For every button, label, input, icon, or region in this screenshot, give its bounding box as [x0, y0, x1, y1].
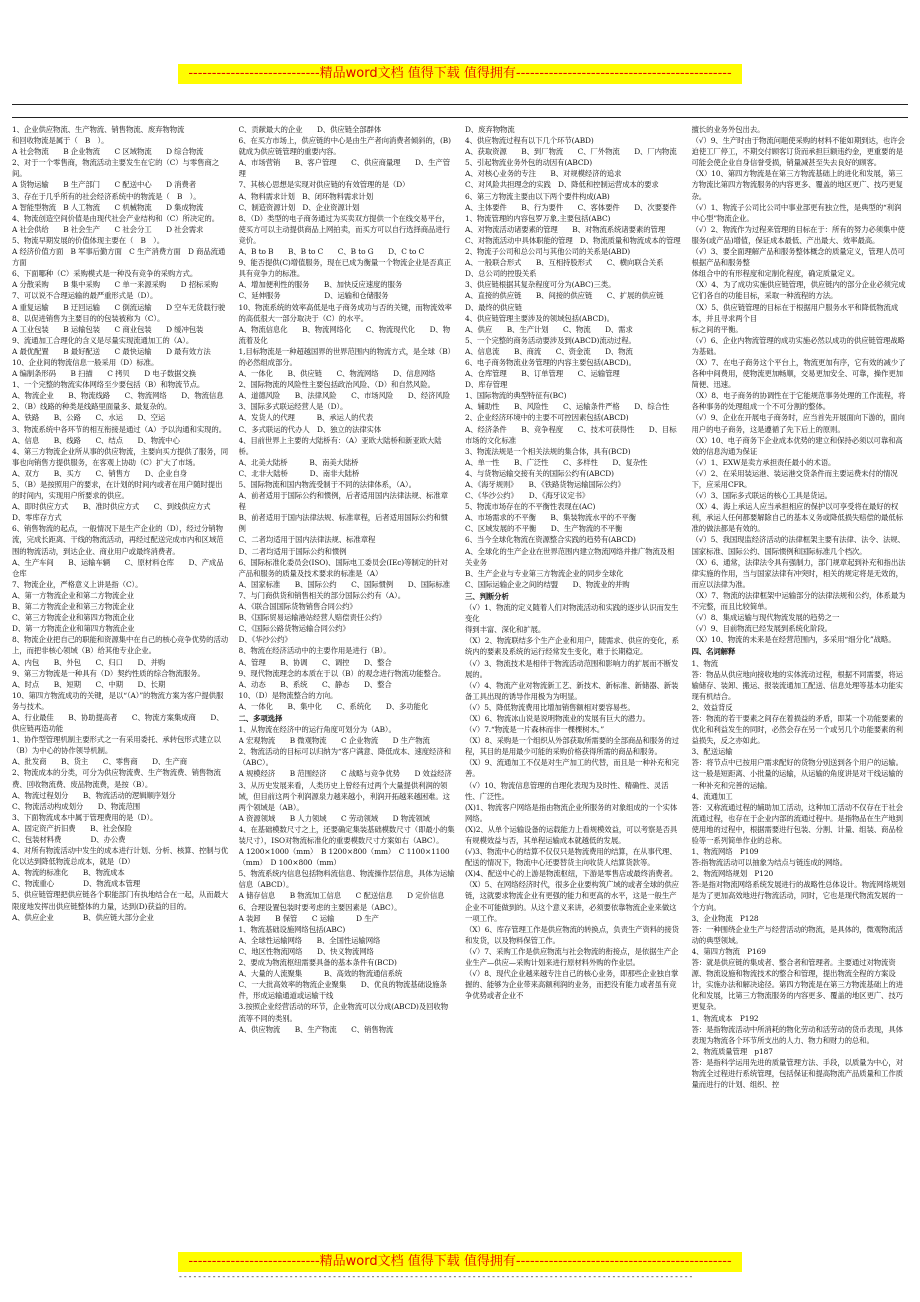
text-line: 1、协作型管理机制主要形式之一有采用委托、承转包形式建立以（B）为中心的协作领导机制。: [12, 735, 221, 756]
text-column-4: [692, 124, 909, 1250]
text-line: 10、物流系统的效率高低是电子商务成功与否的关键，而物流效率的高低很大一部分取决于（C）的水平。: [238, 302, 452, 323]
text-line: A、批发商 B、货主 C、零售商 D、生产商: [12, 757, 188, 767]
text-line: 1、物流成本 P192: [691, 1013, 759, 1023]
text-line: A、市场需求的不平衡 B、集装物流水平的不平衡: [465, 513, 636, 523]
text-line: A、B to B B、B to C C、B to G D、C to C: [238, 247, 425, 257]
text-line: 10、（D）是物流整合的方向。: [238, 690, 338, 700]
text-line: A、北美大陆桥 B、南美大陆桥: [238, 457, 359, 467]
text-line: C、包装材料费 D、办公费: [12, 835, 126, 844]
text-line: 8、物流在经济活动中的主要作用是进行（B）。: [238, 646, 391, 656]
text-line: A、即时供应方式 B、准时供应方式 C、到线供应方式 D、零库存方式: [12, 502, 225, 523]
text-line: 2、物流质量管理 p187: [691, 1046, 773, 1056]
text-line: 二、多项选择: [238, 713, 283, 723]
text-line: 6、销售物流的起点，一般情况下是生产企业的（D），经过分销物流，完成长距离、干线的物流活动，再经过配送完成市内和区域范围的物流活动，到达企业、商业用户或最终消费者。: [12, 524, 224, 556]
text-line: 5、物流早期发展的价值体现主要在（ B ）。: [12, 235, 165, 245]
text-line: A、对核心业务的专注 B、对规模经济的追求: [465, 169, 622, 179]
text-line: A、物料需求计划 B、闭环物料需求计划: [238, 191, 374, 201]
text-column-2: [239, 124, 456, 1250]
text-line: 8、（D）类型的电子商务通过为买卖双方提供一个在线交易平台，使买方可以主动提供商品上网拍卖，而买方可以自行选择商品进行竞价。: [238, 213, 450, 245]
text-line: （X）9、流通加工不仅是对生产加工的代替，而且是一种补充和完善。: [465, 758, 679, 779]
text-line: 4、与货物运输交接有关的国际公约有(ABCD): [465, 468, 614, 478]
text-line: A、信息流 B、商流 C、资金流 D、物流: [465, 346, 633, 356]
text-line: （X）7、在电子商务这个平台上，物流更加有序，它有效的减少了各种中间费用，使物流更加畅顺，交易更加安全、可靠，操作更加简便、迅速。: [691, 357, 906, 390]
text-line: A、全球性运输网络 B、全国性运输网络: [238, 935, 381, 945]
text-line: A 社会物流 B 企业物流 C 区域物流 D 综合物流: [12, 147, 204, 157]
text-line: B、生产企业与专业第三方物流企业的同步全球化: [465, 568, 624, 578]
text-line: A、固定资产折旧费 B、社会保险: [12, 823, 132, 833]
text-line: 2、要成为物流枢纽需要具备的基本条件有(BCD): [238, 958, 397, 968]
text-line: D、库存管理: [465, 380, 508, 390]
text-column-1: [12, 124, 229, 1250]
text-line: A、经济条件 B、竞争程度 C、技术可获得性 D、目标市场的文化标准: [465, 424, 677, 445]
text-line: 2、物流成本的分类，可分为供应物流费、生产物流费、销售物流费、回收物流费、废品物流费，是按（B）。: [12, 768, 221, 789]
text-line: （√）9、目前物流已经发展到系统化阶段。: [691, 624, 832, 634]
text-line: （√）6、企业内物流管理的成功实施必然以成功的供应链管理战略为基础。: [691, 335, 905, 356]
text-line: （X）6、物流冰山说是说明物流业的发展有巨大的潜力。: [465, 713, 650, 723]
text-line: 3、下面物流成本中属于管理费用的是（D）。: [12, 812, 158, 822]
text-line: A、物流的标准化 B、物流成本: [12, 868, 125, 878]
text-line: D、二者均适用于国际公约和惯例: [238, 546, 347, 556]
text-line: C、第三方物流企业和第四方物流企业: [12, 613, 135, 623]
text-line: 6、第三方物流主要由以下两个要件构成(AB): [465, 191, 610, 201]
text-line: (X)2、从单个运输设备的运载能力上看规模效益，可以考察是否具有规模效益与否，其单程运输成本就越低的发展。: [465, 824, 678, 845]
text-line: A 编制条形码 B 扫描 C 拷贝 D 电子数据交换: [12, 369, 197, 379]
text-line: A 工业包装 B 运输包装 C 商业包装 D 缓冲包装: [12, 324, 204, 334]
text-line: A、直接的供应链 B、间接的供应链 C、扩展的供应链 D、最终的供应链: [465, 291, 678, 312]
text-line: C、物流重心 D、物流成本管理: [12, 879, 141, 889]
text-line: 6、电子商务物流业务管理的内容主要包括(ABCD)。: [465, 357, 636, 367]
text-line: C、物流活动构成划分 D、物流范围: [12, 801, 141, 811]
text-line: A 经济价值方面 B 军事后勤方面 C 生产消费方面 D 商品流通方面: [12, 247, 226, 268]
text-line: 4、对所有物流活动中发生的成本进行计划、分析、核算、控制与优化以达到降低物流总成本，就是（D）: [12, 846, 229, 867]
text-line: A、对物流活动诸要素的管理 B、对物流系统诸要素的管理: [465, 224, 666, 234]
text-line: 3、配送运输: [691, 747, 733, 757]
text-line: 3、从历史发展来看，人类历史上曾经有过两个大量提供利润的领域，但目前这两个利润源泉力越来越小，利润开拓越来越困难。这两个领域是（AB）。: [238, 780, 450, 812]
text-line: A、《联合国国际货物销售合同公约》: [238, 602, 357, 612]
text-line: 5、物流市场存在的不平衡性表现在(AC): [465, 502, 596, 512]
text-line: A、增加便利性的服务 B、加快反应速度的服务: [238, 280, 403, 290]
text-line: 5、国际物流和国内物流受制于不同的法律体系，（A）。: [238, 480, 416, 489]
text-line: A、仓库管理 B、订单管理 C、运输管理: [465, 369, 620, 379]
text-line: A、全球化的生产企业在世界范围内建立物流网络并推广物流及相关业务: [465, 546, 675, 567]
text-line: C、《华沙公约》 D、《海牙议定书》: [465, 491, 590, 501]
text-line: C、《国际公路货物运输合同公约》: [238, 624, 350, 634]
text-line: 答：是指科学运用先进的质量管理方法、手段，以质量为中心，对物流全过程进行系统管理，包括保证和提高物流产品质量和工作质量而进行的计划、组织、控: [691, 1057, 903, 1090]
text-line: （X）4、海上承运人应当承担相应的保护以可享受将在最好的权利，承运人任何都要解除自己的基本义务或降低损失赔偿的最低标准的做法都是有效的。: [691, 502, 903, 534]
text-line: A 智能型物流 B 人工物流 C 机械物流 D 集成物流: [12, 202, 204, 212]
text-line: 2、企业经济环境中的主要不可控因素包括(ABCD): [465, 413, 629, 423]
text-line: A、行业最佳 B、协助提高者 C、物流方案集成商 D、供应链再造功能: [12, 712, 224, 734]
text-line: （X）6、通常，法律法令具有强制力，部门规章起到补充和指出法律实施的作用，当与国家法律有冲突时，相关的规定将是无效的，而应以法律为准。: [691, 557, 906, 589]
text-line: 2、国际物流的风险性主要包括政治风险、（D）和自然风险。: [238, 380, 435, 390]
text-line: 1、物流管理的内容包罗万象,主要包括(ABC): [465, 213, 611, 223]
text-line: 6、合理设置包装时要考虑的主要因素是（ABC）。: [238, 902, 402, 912]
text-line: 3、物流系统中各环节的相互衔接是通过（A）予以沟通和实现的。: [12, 424, 226, 434]
text-line: 答：一种围绕企业生产与经营活动的物流，是具体的，微观物流活动的典型领域。: [691, 924, 903, 945]
text-line: A 1200×1000（mm） B 1200×800（mm） C 1100×1100（mm） D 100×800（mm）: [238, 847, 450, 868]
text-line: 8、以促进销售为主要目的的包装被称为（C）。: [12, 313, 165, 323]
text-line: 4、流通加工: [691, 791, 733, 801]
text-line: 6、下面哪种（C）采购模式是一种没有竞争的采购方式。: [12, 269, 198, 279]
text-line: 6、在买方市场上，供应链的中心是由生产者向消费者倾斜的，(B)就成为供应链管理的重要内容。: [238, 136, 451, 157]
text-line: 答：又称流通过程的辅助加工活动，这种加工活动不仅存在于社会流通过程，也存在于企业内部的流通过程中。是指物品在生产地到使用地的过程中，根据需要进行包装、分割、计量、组装、商品检验等一系列简单作业的总称。: [691, 802, 903, 845]
text-line: A、供应 B、生产计划 C、物流 D、需求: [465, 324, 633, 334]
text-line: 3.按照企业经营活动的环节，企业物流可以分成(ABCD)及回收物流等不同的类别。: [238, 1002, 448, 1023]
text-line: 答:指物流活动可以抽象为结点与链连成的网络。: [691, 858, 847, 868]
text-line: A 分散采购 B 集中采购 C 单一来源采购 D 招标采购: [12, 280, 218, 290]
top-rule-2: [12, 117, 908, 118]
text-line: A、市场营销 B、客户管理 C、供应商量理 D、生产管理: [238, 158, 451, 179]
text-line: 和回收物流是属于（ B ）。: [12, 136, 109, 146]
text-line: （√）9、生产时由于物流问题使采购的材料不能如期到达，也许会迫使工厂停工，不期交付顾客订货而承担巨额违约金，更重要的是可能会使企业自身信誉受损，销量减甚至失去良好的顾客。: [691, 136, 905, 168]
text-line: A、国家标准 B、国际公约 C、国际惯例 D、国际标准: [238, 579, 451, 589]
text-line: （√）8、集成运输与现代物流发展的趋势之一: [691, 613, 840, 623]
text-line: A 重复运输 B 迂回运输 C 倒流运输 D 空车无货载行驶: [12, 302, 226, 312]
text-line: A、物流信息化 B、物流网络化 C、物流现代化 D、物流着及化: [238, 324, 451, 345]
text-line: A、物流过程划分 B、物流活动的逻辑顺序划分: [12, 790, 176, 800]
text-line: 8、物流企业把自己的职能和资源集中在自己的核心竞争优势的活动上，而把非核心领域（B）给其他专业企业。: [12, 635, 229, 656]
text-line: (X)1、物流客户网络是指由物流企业所服务的对象组成的一个实体网络。: [465, 802, 678, 823]
text-line: 1,目标物流是一种超越国界的世界范围内的物流方式，是全球（B）的必然组成部分。: [238, 346, 455, 367]
text-line: （√）1、物流的定义随着人们对物流活动和实践的逐步认识而发生变化: [465, 603, 679, 624]
text-line: A、主体要件 B、行为要件 C、客体要件 D、次要要件: [465, 202, 677, 212]
text-line: (√)3、物流中心的结算不仅仅只是物流费用的结算，在从事代理、配送的情况下，物流中心还要替货主向收货人结算货款等。: [465, 847, 677, 868]
text-line: 答：将节点中已按用户需求配好的货物分别送到各个用户的运输。这一般是短距离、小批量的运输，从运输的角度讲是对干线运输的一种补充和完善的运输。: [691, 758, 903, 790]
text-line: A、单一性 B、广泛性 C、多样性 D、复杂性: [465, 457, 648, 467]
text-line: 5、一个完整的商务活动要涉及到(ABCD)流动过程。: [465, 335, 636, 345]
text-line: A、双方 B、买方 C、销售方 D、企业自身: [12, 468, 188, 478]
text-line: 4、物流创造空间价值是由现代社会产业结构和（C）所决定的。: [12, 213, 220, 223]
text-line: A 最优配置 B 最好配送 C 最快运输 D 最有效方法: [12, 346, 211, 356]
text-line: （X）4、为了成功实施供应链管理，供应链内的部分企业必须完成它们各自的功能目标，采取一种流程的方法。: [691, 280, 906, 301]
text-line: 得到丰富、深化和扩展。: [465, 625, 546, 635]
text-line: （X）10、物流的未来是在经营范围内，多采用“细分化”战略。: [691, 635, 896, 645]
text-line: C、对风险共担理念的实践 D、降低和控制运营成本的要求: [465, 180, 659, 190]
text-line: （√）7、采购工作是供应物流与社会物流的衔接点，是依据生产企业生产—供应—采购计划来进行原材料外购的作业层。: [465, 946, 679, 968]
text-line: D、《华沙公约》: [238, 635, 292, 645]
text-line: A、道德风险 B、法律风险 C、市场风险 D、经济风险: [238, 391, 451, 401]
text-line: 5、供应链管理把供应链各个职能部门有执地结合在一起，从而最大限度地发挥出供应链整体的力量，达到(D)获益的目的。: [12, 890, 229, 911]
text-line: C、制造资源计划 D、企业资源计划: [238, 202, 360, 212]
text-line: C、一大批高效率的物流企业聚集 D、优良的物流基础设施条件，形成运输通道或运输干线: [238, 980, 447, 1001]
text-line: C、地区性物流网络 D、快义物流网络: [238, 946, 374, 956]
text-line: 4、供应物流过程有以下几个环节(ABD): [465, 136, 594, 146]
text-line: （√）2、在采用装运港、装运港交货条件而主要运费未付的情况下，应采用CFR。: [691, 468, 898, 489]
text-line: C、对物流活动中具体职能的管理 D、物流质量和物流成本的管理: [465, 235, 681, 245]
text-line: A、大量的人流聚集 B、高效的物流通信系统: [238, 969, 403, 979]
text-line: A、管理 B、协调 C、调控 D、整合: [238, 657, 392, 667]
text-line: 4、供应链管理主要涉及的领域包括(ABCD)。: [465, 313, 614, 323]
text-line: （X）8、采购是一个组织从外部获取所需要的全部商品和服务的过程，其目的是用最少可能的采购价格获得所需的商品和服务。: [465, 736, 679, 757]
text-line: 答:是指对物流网络系统发展进行的战略性总体设计。物流网络规划是为了更加高效地进行物流活动，同时，它也是现代物流发展的一个方向。: [691, 880, 906, 912]
text-line: C、北非大陆桥 D、南非大陆桥: [238, 468, 360, 478]
text-line: 体组合中的有形程度和定制化程度，确定质量定义。: [691, 269, 860, 279]
text-line: 10、企业间的物流信息一般采用（D）标准。: [12, 357, 159, 367]
text-line: A、物流企业 B、物流线路 C、物流网络 D、物流信息: [12, 391, 224, 401]
text-line: 标之间的平衡。: [691, 324, 743, 334]
text-line: A、生产车间 B、运输车辆 C、原材料仓库 D、产成品仓库: [12, 557, 224, 578]
text-line: （X）10、第四方物流是在第三方物流基础上的进化和发展，第三方物流比第四方物流服务的内容更多、覆盖的地区更广、技巧更复杂。: [691, 169, 903, 201]
text-line: 1、企业供应物流、生产物流、销售物流、废弃物物流: [12, 125, 185, 134]
text-line: （√）3、物流技术是相伴于物流活动范围和影响力的扩展而不断发展的。: [465, 658, 679, 679]
text-line: 6、当今全球化物流在资源整合实践的趋势有(ABCD): [465, 535, 636, 545]
text-line: A 货物运输 B 生产部门 C 配送中心 D 消费者: [12, 180, 197, 190]
text-line: 7、与门商供货和销售相关的部分国际公约有（A）。: [238, 590, 406, 600]
text-line: A 资源领域 B 人力领域 C 劳动领域 D 物流领域: [238, 813, 430, 823]
text-line: 4、第四方物流 P169: [691, 946, 766, 956]
document-body: [12, 124, 908, 1250]
text-line: 答：物品从供应地向接收地的实体流动过程，根据不同需要，将运输储存、装卸、搬运、报装流通加工配送、信息处理等基本功能实现有机结合。: [691, 669, 903, 701]
text-line: （X）7、物流的法律框架中运输部分的法律法规和公约，体系最为不完整，而且比较简单。: [691, 590, 906, 612]
text-line: （X）5、供应链管理的目标在于根据用户服务水平和降低物流成本，并且寻求两个目: [691, 302, 899, 323]
text-line: 1、一个完整的物流实体网络至少要包括（B）和物流节点。: [12, 380, 205, 390]
text-line: A、获取资源 B、到厂物流 C、厂外物流 D、厂内物流: [465, 147, 677, 157]
text-line: 2、物流活动的目标可以归纳为“客户满意、降低成本、速度经济和（ABC）。: [238, 747, 451, 768]
text-line: 3、物流法规是一个相关法规的集合体，具有(BCD): [465, 446, 631, 456]
text-line: A、一般联合形式 B、互相持股形式 C、横向联合关系 D、总公司的控股关系: [465, 258, 678, 279]
text-line: （√）3、要全面理解产品和服务整体概念的质量定义，管理人员可根据产品和服务整: [691, 247, 905, 268]
text-line: 4、第三方物流企业所从事的供应物流，主要向买方提供了服务，同事也向销售方提供服务，在客观上协助（C）扩大了市场。: [12, 446, 229, 467]
text-line: 3、存在于几乎所有的社会经济系统中的物流是（ B ）。: [12, 191, 201, 201]
text-line: 3、供应链根据其复杂程度可分为(ABC)三类。: [465, 280, 616, 290]
text-line: A、时点 B、短期 C、中期 D、长期: [12, 679, 166, 689]
text-line: A 装卸 B 保管 C 运输 D 生产: [238, 913, 379, 923]
text-line: 1、物流: [691, 658, 718, 668]
bottom-banner: ----------------------------精品word文档 值得下载 值得拥有----------------------------------------------: [178, 1252, 742, 1272]
text-line: A、信息 B、线路 C、结点 D、物流中心: [12, 435, 180, 445]
text-line: （X）5、在网络经济时代，很多企业要构筑广域的或者全球的供应链，这就要求物流企业有更强的能力和更高的水平，这是一般生产企业不可能做到的。从这个意义来讲，必须要依靠物流企业来做这一项工作。: [465, 880, 679, 923]
text-line: A、铁路 B、公路 C、水运 D、空运: [12, 413, 166, 423]
text-line: 1、从物流在经济中的运行角度可划分为（AB）。: [238, 725, 396, 735]
text-line: 7、其核心思想是实现对供应链的有效管理的是（D）: [238, 180, 410, 190]
text-line: 三、判断分析: [465, 591, 509, 601]
text-line: 四、名词解释: [691, 647, 736, 657]
text-line: 2、物流网络规划 P120: [691, 869, 774, 879]
text-line: B、《国际贸易运输港站经营人赔偿责任公约》: [238, 613, 386, 623]
top-banner: ----------------------------精品word文档 值得下载 值得拥有----------------------------------------------: [178, 64, 742, 84]
text-line: （X）8、电子商务的协调性在于它能规范事务处理的工作流程，将各种事务的处理组成一个不可分割的整体。: [691, 391, 906, 412]
text-line: 10、第四方物流成功的关键，是以“（A）”的物流方案为客户提供服务与技术。: [12, 690, 224, 711]
text-line: 2、（B）线路的种类是线路里面量多、最复杂的。: [12, 402, 172, 412]
text-line: （√）1、EXW是卖方承担责任最小的术语。: [691, 457, 836, 467]
text-line: C、二者均适用于国内法律法规、标准章程: [238, 535, 376, 545]
text-line: A、内包 B、外包 C、归口 D、并购: [12, 657, 166, 667]
text-line: 3、国际多式联运经营人是（D）。: [238, 402, 348, 412]
text-line: A、前者适用于国际公约和惯例，后者适用国内法律法规、标准章程: [238, 491, 448, 512]
text-line: 4、在基础模数尺寸之上，还要确定集装基础模数尺寸（即最小的集装尺寸），ISO对物流标准化的重要模数尺寸方案如右（ABC）。: [238, 824, 455, 845]
text-line: （√）5、降低物流费用比增加销售额相对要容易些。: [465, 702, 635, 712]
text-line: A、供应企业 B、供应链大部分企业: [12, 912, 154, 922]
text-line: （√）5、我国现监经济活动的法律框架主要有法律、法令、法规、国家标准、国际公约、国际惯例和国际标准几个档次。: [691, 535, 905, 556]
text-line: （√）2、物流作为过程来管理的目标在于：所有的努力必须集中使服务(或产品)增值，保证成本最低、产出最大、效率最高。: [691, 224, 905, 245]
text-line: A 规模经济 B 范围经济 C 战略与竞争优势 D 效益经济: [238, 769, 452, 779]
text-line: C、国际运输企业之间的结盟 D、物流业的并购: [465, 579, 630, 589]
text-line: 9、现代物流理念的本质在于以（B）的观念进行物流功能整合。: [238, 668, 446, 678]
top-rule: [12, 104, 908, 105]
text-line: 5、引起物流业务外包的动因有(ABCD): [465, 158, 593, 168]
text-line: （X）2、物流联结多个生产企业和用户，随需求、供应的变化，系统内的要素及系统的运行经常发生变化，难于长期稳定。: [465, 636, 679, 657]
text-line: A、一体化 B、集中化 C、系统化 D、多功能化: [238, 701, 429, 711]
text-line: A、供应物流 B、生产物流 C、销售物流: [238, 1024, 394, 1034]
text-line: C、延伸服务 D、运输和仓储服务: [238, 291, 389, 301]
text-line: B、第二方物流企业和第三方物流企业: [12, 602, 134, 612]
text-line: 1、国际物流的典型特征有(BC): [465, 391, 567, 401]
text-line: A、一体化 B、供应链 C、物流网络 D、信息网络: [238, 369, 436, 379]
text-line: 3、企业物流 P128: [691, 913, 759, 923]
text-line: 答：就是供应链的集成者、整合者和管理者。主要通过对物流资源、物流设施和物流技术的整合和管理，提出物流全程的方案设计，实施办法和解决途径。第四方物流是在第三方物流基础上的进化和发展，比第三方物流服务的内容更多、覆盖的地区更广、技巧更复杂。: [691, 958, 903, 1012]
text-line: 7、可以说不合理运输的最严重形式是（D）。: [12, 291, 158, 301]
bottom-dashes: -----------------------------------------------------------------------------------------------------------: [178, 1272, 694, 1281]
text-line: D、废弃物物流: [465, 125, 515, 134]
text-line: C、区域发展的不平衡 D、生产物流的不平衡: [465, 524, 623, 534]
text-line: A 储存信息 B 物流加工信息 C 配送信息 D 定价信息: [238, 891, 445, 901]
text-line: 6、国际标准化委员会(ISO)、国际电工委员会(IEc)等制定的针对产品和服务的质量及技术要求的标准是（A）: [238, 557, 448, 578]
text-line: A、辅助性 B、风险性 C、运输条件严格 D、综合性: [465, 402, 670, 412]
text-line: (X)4、配送中心的上游是物流枢纽，下游是零售店或最终消费者。: [465, 869, 678, 879]
text-line: A、动态 B、系统 C、静态 D、整合: [238, 679, 392, 689]
text-line: 7、物流企业，严格意义上讲是指（C）。: [12, 579, 143, 589]
text-line: （√）7.“物流是一片森林而非一棵棵树木。”: [465, 725, 605, 735]
text-line: A、发货人的代理 B、承运人的代表: [238, 413, 374, 423]
text-line: 擅长的业务外包出去。: [691, 125, 765, 134]
text-line: 1、物流基础设施网络包括(ABC): [238, 924, 346, 934]
text-line: （√）4、物流产业对物流新工艺、新技术、新标准、新储器、新装备工具出现的诱导作用极为为明显。: [465, 680, 679, 701]
text-line: 2、效益背反: [691, 702, 733, 712]
text-line: 4、目前世界上主要的大陆桥有：（A）亚欧大陆桥和新亚欧大陆桥。: [238, 435, 442, 456]
text-line: 5、物流系统内信息包括物料流信息、物流操作层信息，具体为运输信息（ABCD）。: [238, 869, 455, 890]
text-line: （X）6、库存管理工作是供应物流的转换点，负责生产资料的接货和发货，以及物料保管工作。: [465, 924, 679, 945]
text-line: A、第一方物流企业和第二方物流企业: [12, 590, 134, 600]
text-line: A、《海牙规则》 B、《铁路货物运输国际公约》: [465, 480, 625, 489]
text-line: 答：是指物流活动中所消耗的物化劳动和活劳动的货币表现，具体表现为物流各个环节所支出的人力、物力和财力的总和。: [691, 1024, 903, 1045]
text-line: （√）3、国际多式联运的核心工具是货运。: [691, 491, 832, 501]
text-line: （√）8、现代企业越来越专注自己的核心业务，即那些企业独自掌握的、能够为企业带来高额利润的业务，而把没有能力或者虽有竞争优势或者企业不: [465, 969, 679, 1001]
text-line: 2、对于一个零售商，物流活动主要发生在它的（C）与零售商之间。: [12, 158, 220, 179]
text-line: C、贡献最大的企业 D、供应链全部群体: [238, 125, 382, 134]
text-line: 9、流通加工合理化的含义是尽量实现流通加工的（A）。: [12, 335, 194, 345]
text-line: 9、第三方物流是一种具有（D）契约性质的综合物流服务。: [12, 668, 205, 678]
text-line: 1、物流网络 P109: [691, 847, 759, 857]
text-column-3: [465, 124, 682, 1250]
text-line: A 社会供给 B 社会生产 C 社会分工 D 社会需求: [12, 224, 204, 234]
text-line: （√）1、物流子公司比公司中事业部更有独立性，是典型的“利润中心型”物流企业。: [691, 202, 902, 223]
text-line: 2、物流子公司和总公司与其他公司的关系是(ABD): [465, 247, 631, 257]
text-line: （X）10、电子商务下企业成本优势的建立和保持必须以可靠和高效的信息沟通为保证: [691, 435, 903, 456]
text-line: 9、能否提供(C)增值服务，现在已成为衡量一个物流企业是否真正具有竞争力的标准。: [238, 258, 452, 279]
text-line: （√）10、物流信息管理的自理化表现为及时性、精确性、灵活性、广泛性。: [465, 780, 669, 801]
text-line: A 宏观物流 B 微观物流 C 企业物流 D 生产物流: [238, 736, 430, 746]
text-line: B、前者适用于国内法律法规、标准章程，后者适用国际公约和惯例: [238, 513, 448, 534]
text-line: （√）9、企业在开展电子商务时，应当首先开展面向下游的，面向用户的电子商务，这是遵循了先下后上的原则。: [691, 413, 905, 434]
text-line: D、第一方物流企业和第四方物流企业: [12, 624, 135, 634]
text-line: 5、（B）是按照用户的要求，在计划的时间内或者在用户随时提出的时间内，实现用户所要求的供应。: [12, 480, 223, 501]
text-line: C、多式联运的代办人 D、独立的法律实体: [238, 424, 382, 434]
text-line: 答：物流的若干要素之间存在着损益的矛盾，即某一个功能要素的优化和利益发生的同时，必然会存在另一个或另几个功能要素的利益损失，反之亦如此。: [691, 713, 903, 746]
